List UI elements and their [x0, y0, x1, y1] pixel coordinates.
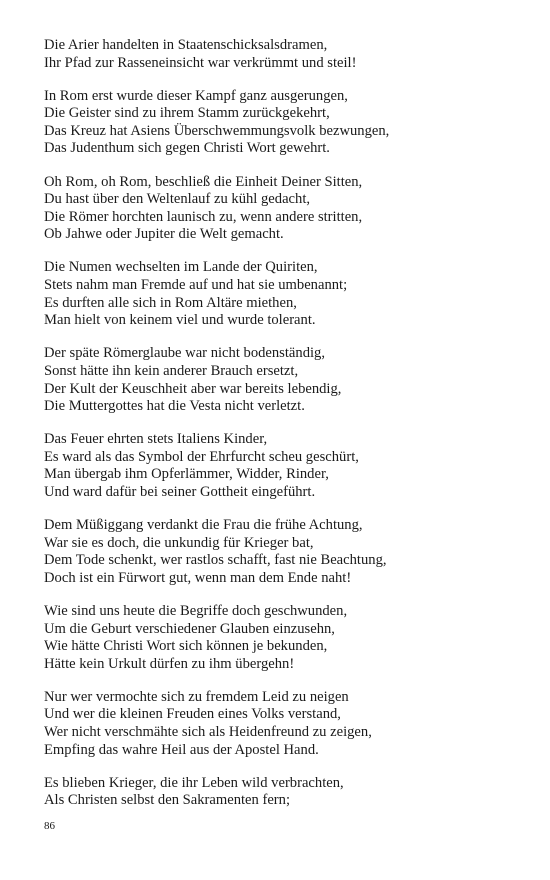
verse-line: Der Kult der Keuschheit aber war bereits lebendig, — [44, 380, 342, 397]
verse-line: Ob Jahwe oder Jupiter die Welt gemacht. — [44, 226, 284, 243]
verse-line: Und wer die kleinen Freuden eines Volks verstand, — [44, 706, 341, 723]
stanza — [44, 345, 524, 415]
verse-line: Es blieben Krieger, die ihr Leben wild verbrachten, — [44, 774, 344, 791]
verse-line: War sie es doch, die unkundig für Krieger bat, — [44, 534, 314, 551]
verse-line: Nur wer vermochte sich zu fremdem Leid zu neigen — [44, 688, 349, 705]
verse-line: Das Judenthum sich gegen Christi Wort gewehrt. — [44, 140, 330, 157]
verse-line: Es ward als das Symbol der Ehrfurcht scheu geschürt, — [44, 448, 359, 465]
verse-line: Ihr Pfad zur Rasseneinsicht war verkrümmt und steil! — [44, 54, 357, 71]
verse-line: Die Muttergottes hat die Vesta nicht verletzt. — [44, 398, 305, 415]
stanza — [44, 88, 524, 158]
verse-line: Man hielt von keinem viel und wurde tolerant. — [44, 312, 316, 329]
verse-line: Um die Geburt verschiedener Glauben einzusehn, — [44, 620, 335, 637]
verse-line: Das Feuer ehrten stets Italiens Kinder, — [44, 431, 268, 448]
verse-line: Die Römer horchten launisch zu, wenn andere stritten, — [44, 208, 363, 225]
verse-line: Empfing das wahre Heil aus der Apostel Hand. — [44, 741, 319, 758]
verse-line: Wer nicht verschmähte sich als Heidenfreund zu zeigen, — [44, 724, 372, 740]
verse-line: In Rom erst wurde dieser Kampf ganz ausgerungen, — [44, 87, 348, 104]
verse-line: Die Arier handelten in Staatenschicksalsdramen, — [44, 37, 328, 53]
verse-line: Dem Tode schenkt, wer rastlos schafft, fast nie Beachtung, — [44, 552, 387, 569]
verse-line: Es durften alle sich in Rom Altäre miethen, — [44, 294, 297, 311]
poem-body — [44, 37, 524, 825]
verse-line: Das Kreuz hat Asiens Überschwemmungsvolk bezwungen, — [44, 122, 390, 139]
verse-line: Als Christen selbst den Sakramenten fern; — [44, 792, 291, 809]
stanza — [44, 603, 524, 673]
verse-line: Hätte kein Urkult dürfen zu ihm übergehn! — [44, 655, 295, 672]
stanza — [44, 259, 524, 329]
stanza — [44, 37, 524, 72]
verse-line: Wie hätte Christi Wort sich können je bekunden, — [44, 638, 328, 655]
verse-line: Die Geister sind zu ihrem Stamm zurückgekehrt, — [44, 105, 330, 122]
stanza — [44, 517, 524, 587]
verse-line: Der späte Römerglaube war nicht bodenständig, — [44, 345, 325, 362]
verse-line: Dem Müßiggang verdankt die Frau die frühe Achtung, — [44, 517, 363, 534]
verse-line: Und ward dafür bei seiner Gottheit eingeführt. — [44, 483, 316, 500]
verse-line: Sonst hätte ihn kein anderer Brauch ersetzt, — [44, 362, 299, 379]
verse-line: Man übergab ihm Opferlämmer, Widder, Rinder, — [44, 466, 329, 483]
stanza — [44, 174, 524, 244]
stanza — [44, 775, 524, 810]
stanza — [44, 689, 524, 759]
page-number: 86 — [44, 820, 55, 832]
verse-line: Stets nahm man Fremde auf und hat sie umbenannt; — [44, 277, 348, 294]
verse-line: Die Numen wechselten im Lande der Quiriten, — [44, 259, 318, 276]
verse-line: Oh Rom, oh Rom, beschließ die Einheit Deiner Sitten, — [44, 173, 363, 190]
stanza — [44, 431, 524, 501]
verse-line: Wie sind uns heute die Begriffe doch geschwunden, — [44, 602, 348, 619]
verse-line: Du hast über den Weltenlauf zu kühl gedacht, — [44, 191, 311, 208]
verse-line: Doch ist ein Fürwort gut, wenn man dem Ende naht! — [44, 569, 352, 586]
